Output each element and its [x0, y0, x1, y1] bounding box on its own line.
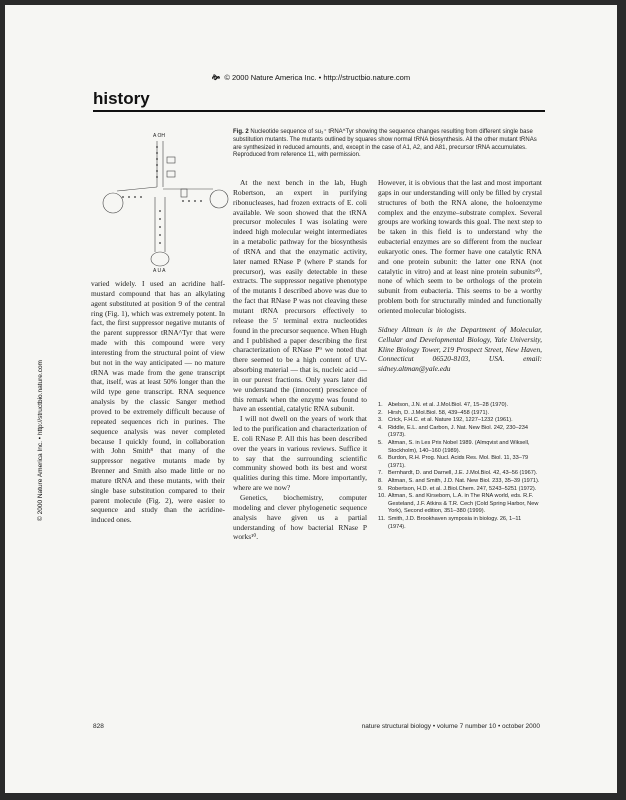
- trna-cloverleaf-figure: [93, 127, 231, 277]
- paragraph: At the next bench in the lab, Hugh Robertson, an expert in purifying ribonucleases, had frozen extracts of E. coli available. We soon showed that the tRNA precursor molecules I was isolating were indeed high molecular weight intermediates in a metabolic pathway for the biosynthesis of tRNA and that the enzymatic activity, later named RNase P (where P stands for precursor), was easily detectable in these extracts. The suppressor negative phenotype of the mutants I described above was due to the fact that RNase P was not cleaving these mutant tRNA precursors effectively to release the 5′ terminal extra nucleotides found in the precursor sequence. When Hugh and I published a paper describing the first characterization of RNase P⁹ we noted that there seemed to be a high content of UV-absorbing material — that is, nucleic acid — in our purest fractions. Only years later did we understand the (innocent) prescience of this remark when the enzyme was found to have an essential, catalytic RNA subunit.: [233, 178, 367, 414]
- figure-caption: [233, 129, 543, 160]
- reference-item: 9. Robertson, H.D. et al. J.Biol.Chem. 247, 5243–5251 (1972).: [378, 485, 537, 492]
- section-title: history: [93, 89, 150, 108]
- nature-logo-icon: 🙞: [211, 73, 221, 82]
- column-3: [378, 178, 542, 374]
- reference-item: 2. Hirsh, D. J.Mol.Biol. 58, 439–458 (1971).: [378, 409, 490, 416]
- figure-top-label: A OH: [153, 133, 165, 139]
- section-rule: [93, 110, 545, 112]
- column-2: [233, 178, 367, 542]
- paragraph: Genetics, biochemistry, computer modeling and clever phylogenetic sequence analysis have given us a partial understanding of how bacterial RNase P works¹⁰.: [233, 493, 367, 542]
- figure-bottom-label: A U A: [153, 268, 166, 274]
- paragraph: I will not dwell on the years of work that led to the purification and characterization of E. coli RNase P. All this has been described over the years in various reviews. Suffice it to say that the surrounding scientific community showed both its best and worst qualities during this time. More importantly, where are we now?: [233, 414, 367, 493]
- paragraph: varied widely. I used an acridine half-mustard compound that has an alkylating agent substituted at position 9 of the central ring (Fig. 1), which was extremely potent. In fact, the first suppressor negative mutants of the parent suppressor tRNA^Tyr that were made with this compound were very interesting from the structural point of view but not in the way anticipated — no mature tRNA was made from the gene transcript that, itself, was at least 50% longer than the wild type gene transcript. RNA sequence analysis by the classic Sanger method proved to be extremely difficult because of repeated sequences rich in purines. The sequence analysis was never completed because I quickly found, in collaboration with John Smith⁸ that many of the suppressor negative mutants made by Brenner and Smith also made little or no mature tRNA and these mutants, with their single base substitution compared to their parent molecule (Fig. 2), were easier to sequence and study than the acridine-induced ones.: [91, 279, 225, 525]
- journal-page: [5, 5, 617, 793]
- paragraph: However, it is obvious that the last and most important gaps in our understanding will only be filled by crystal structures of both the RNA alone, the holoenzyme complex and the enzyme–substrate complex. Several groups are working towards this goal. The next step to be taken in this field is to understand why the eubacterial enzymes are so different from the nuclear eukaryotic ones. The former have one catalytic RNA and one protein subunit: the latter one RNA (not catalytic in vitro) and at least nine protein subunits¹⁰, none of which seem to be orthologs of the protein subunit from eubacteria. This seems to be a worthy problem both for structurally minded and functionally oriented molecular biologists.: [378, 178, 542, 315]
- header-text: © 2000 Nature America Inc. • http://structbio.nature.com: [224, 73, 411, 82]
- column-1: [91, 279, 225, 525]
- caption-text: Nucleotide sequence of su₃⁺ tRNA^Tyr showing the sequence changes resulting from different single base substitution mutants. The mutants outlined by squares show normal tRNA biosynthesis. All the other mutant tRNAs are synthesized in reduced amounts, and, except in the case of A1, A2, and A81, precursor tRNA accumulates. Reproduced from reference 11, with permission.: [233, 129, 537, 159]
- reference-item: 8. Altman, S. and Smith, J.D. Nat. New Biol. 233, 35–39 (1971).: [378, 477, 540, 484]
- caption-label: Fig. 2: [233, 129, 249, 135]
- author-bio: Sidney Altman is in the Department of Molecular, Cellular and Developmental Biology, Yale University, Kline Biology Tower, 219 Prospect Street, New Haven, Connecticut 06520-8103, USA. email: sidney.altman@yale.edu: [378, 324, 542, 374]
- reference-item: 4. Riddle, E.L. and Carbon, J. Nat. New Biol. 242, 230–234 (1973).: [378, 424, 528, 439]
- reference-item: 1. Abelson, J.N. et al. J.Mol.Biol. 47, 15–28 (1970).: [378, 402, 509, 408]
- running-header: [5, 72, 617, 85]
- journal-footer: nature structural biology • volume 7 number 10 • october 2000: [361, 723, 540, 730]
- reference-item: 6. Burdon, R.H. Prog. Nucl. Acids Res. Mol. Biol. 11, 33–79 (1971).: [378, 455, 529, 469]
- page-number: 828: [93, 723, 104, 730]
- sidebar-text: © 2000 Nature America Inc. • http://structbio.nature.com: [37, 360, 44, 521]
- reference-item: 11. Smith, J.D. Brookhaven symposia in biology. 26, 1–11 (1974).: [378, 515, 522, 530]
- reference-item: 10. Altman, S. and Kirsebom, L.A. in The RNA world, eds. R.F. Gesteland, J.F. Atkins & T.R. Cech (Cold Spring Harbor, New York), Second edition, 351–380 (1999).: [378, 493, 539, 515]
- reference-list: [378, 402, 540, 531]
- reference-item: 7. Bernhardt, D. and Darnell, J.E. J.Mol.Biol. 42, 43–56 (1967).: [378, 470, 538, 477]
- reference-item: 5. Altman, S. in Les Prix Nobel 1989. (Almqvist and Wiksell, Stockholm), 140–160 (1989).: [378, 439, 530, 454]
- reference-item: 3. Crick, F.H.C. et al. Nature 192, 1227–1232 (1961).: [378, 417, 513, 424]
